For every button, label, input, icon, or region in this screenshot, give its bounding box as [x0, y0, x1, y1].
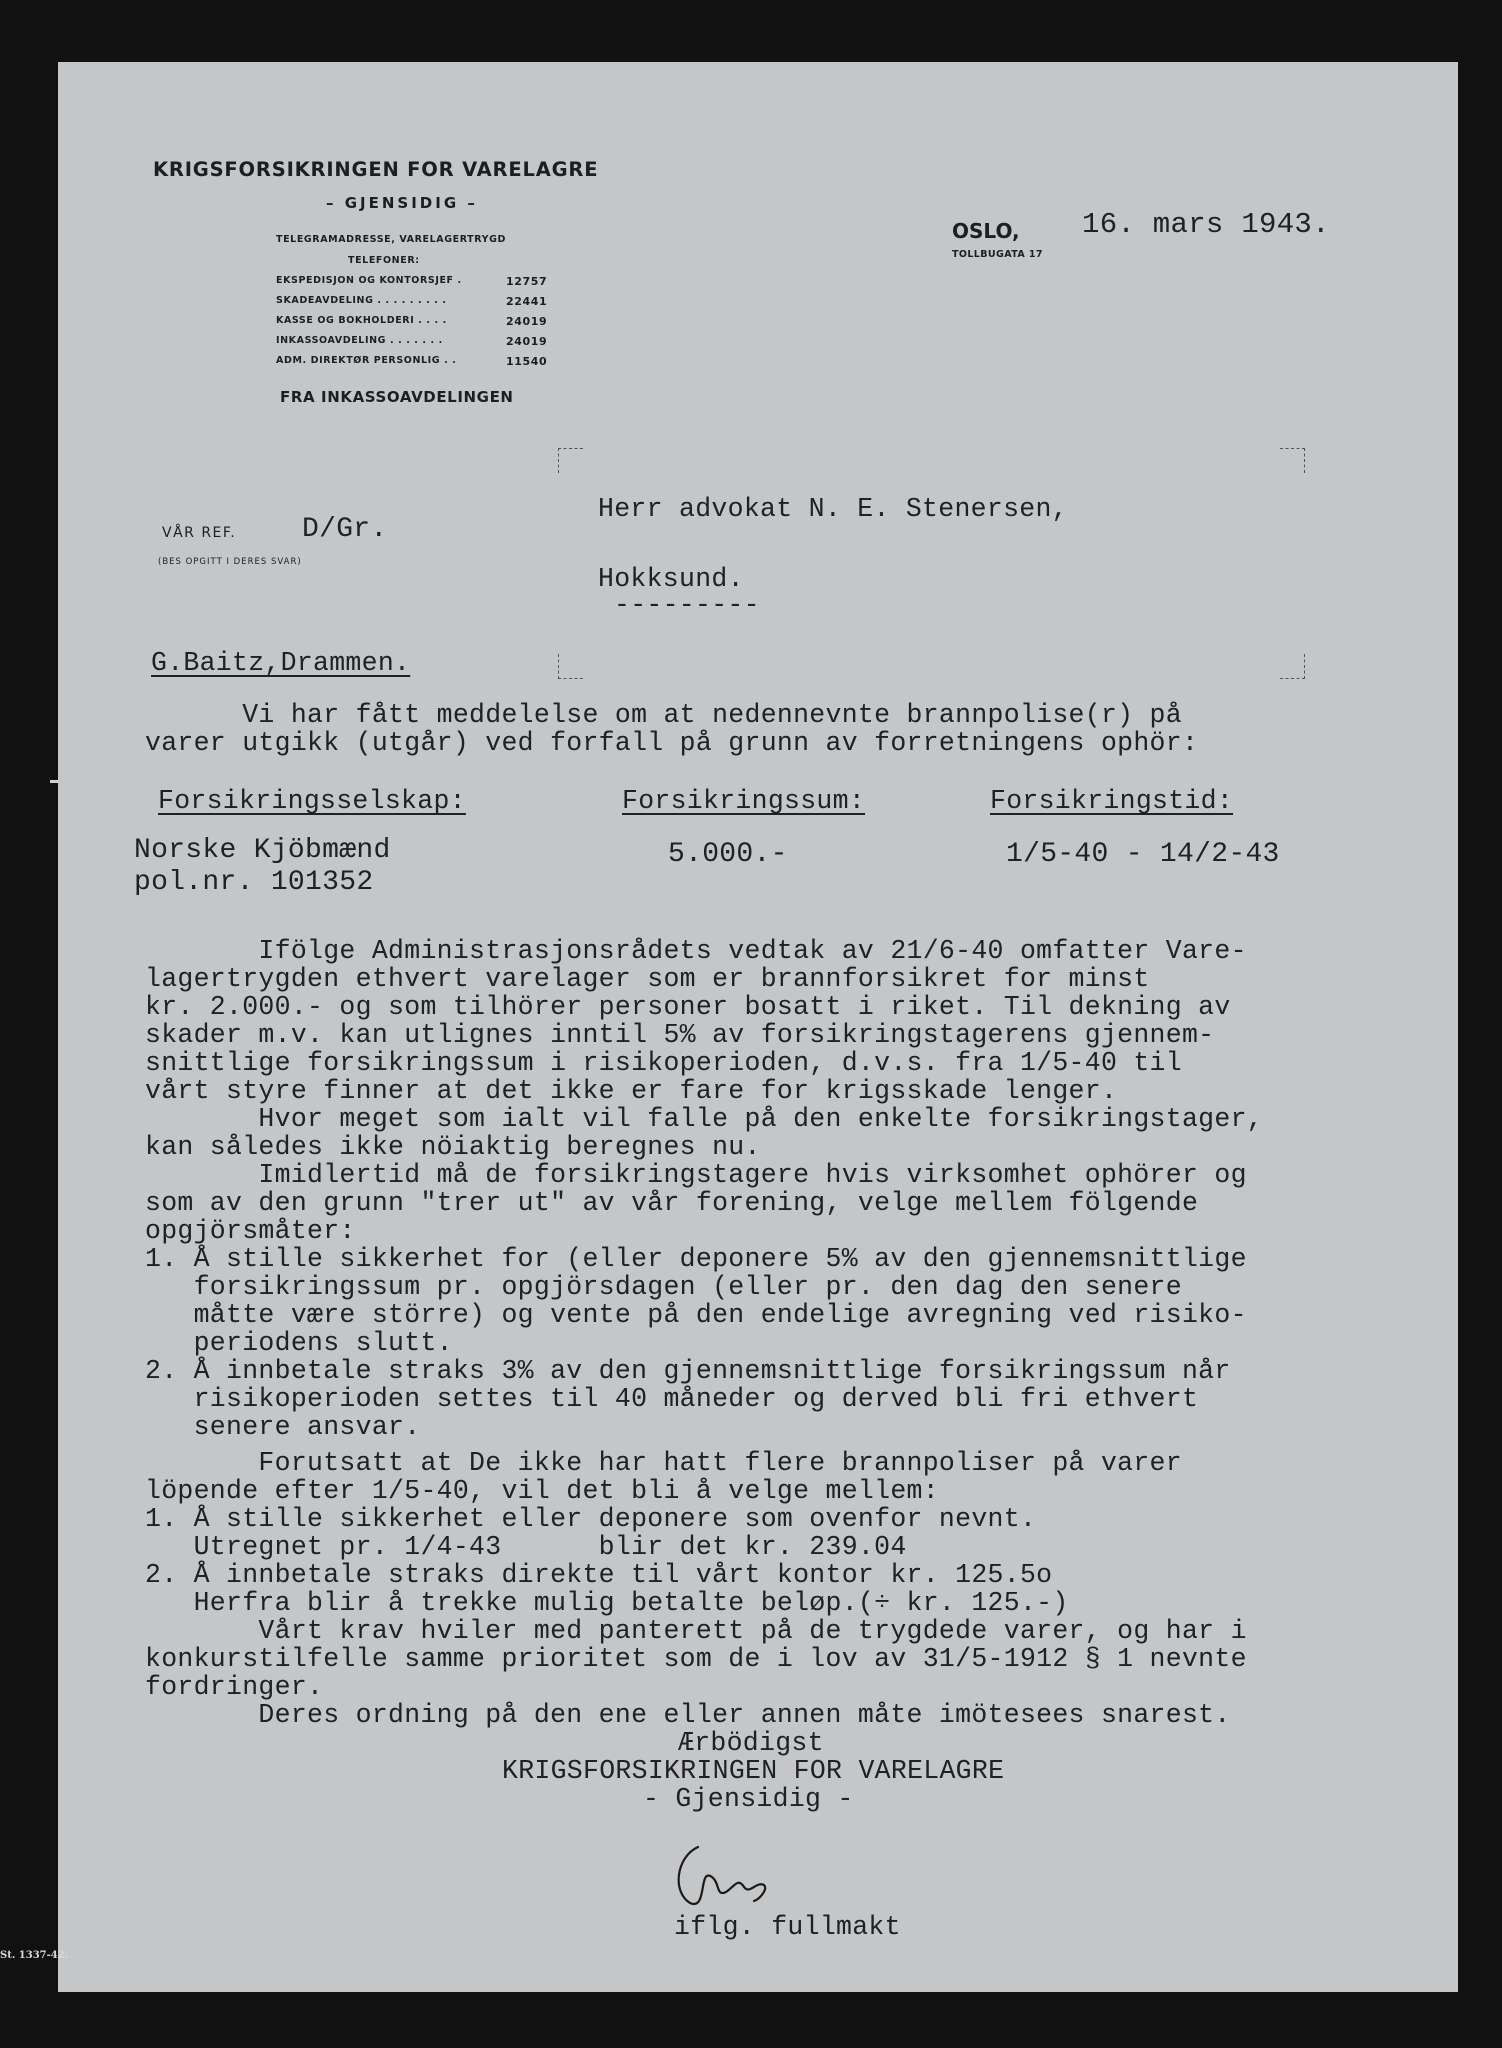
window-corner-mark: [558, 448, 583, 473]
window-corner-mark: [558, 654, 583, 679]
street-address: TOLLBUGATA 17: [952, 249, 1043, 260]
body-line: snittlige forsikringssum i risikoperioden, d.v.s. fra 1/5-40 til: [145, 1048, 1182, 1078]
policy-number: pol.nr. 101352: [134, 867, 374, 898]
department-line: FRA INKASSOAVDELINGEN: [280, 388, 514, 406]
body-line: som av den grunn "trer ut" av vår forening, velge mellem fölgende: [145, 1188, 1199, 1218]
body-line: Hvor meget som ialt vil falle på den enkelte forsikringstager,: [145, 1104, 1263, 1134]
recipient-name: Herr advokat N. E. Stenersen,: [598, 494, 1068, 524]
body-line: Ifölge Administrasjonsrådets vedtak av 21/6-40 omfatter Vare-: [145, 936, 1247, 966]
body-line: risikoperioden settes til 40 måneder og derved bli fri ethvert: [145, 1384, 1199, 1414]
phone-number: 11540: [506, 355, 548, 368]
body-line: lagertrygden ethvert varelager som er brannforsikret for minst: [145, 964, 1150, 994]
table-header-period: Forsikringstid:: [990, 786, 1234, 816]
body-line: 1. Å stille sikkerhet eller deponere som ovenfor nevnt.: [145, 1504, 1037, 1534]
phones-label: TELEFONER:: [348, 255, 420, 266]
proxy-note: iflg. fullmakt: [674, 1912, 901, 1942]
handwritten-signature: [668, 1837, 778, 1917]
company-name: KRIGSFORSIKRINGEN FOR VARELAGRE: [153, 158, 599, 181]
phone-label: KASSE OG BOKHOLDERI . . . .: [276, 315, 447, 326]
body-line: skader m.v. kan utlignes inntil 5% av forsikringstagerens gjennem-: [145, 1020, 1215, 1050]
form-code: St. 1337-42.: [0, 1950, 69, 1961]
body-line: Utregnet pr. 1/4-43 blir det kr. 239.04: [145, 1532, 907, 1562]
window-corner-mark: [1280, 654, 1305, 679]
body-line: konkurstilfelle samme prioritet som de i lov av 31/5-1912 § 1 nevnte: [145, 1644, 1247, 1674]
table-header-sum: Forsikringssum:: [622, 786, 866, 816]
insured-period: 1/5-40 - 14/2-43: [1006, 839, 1280, 870]
window-corner-mark: [1280, 448, 1305, 473]
body-line: 2. Å innbetale straks direkte til vårt kontor kr. 125.5o: [145, 1560, 1053, 1590]
phone-number: 24019: [506, 335, 548, 348]
body-line: 2. Å innbetale straks 3% av den gjennemsnittlige forsikringssum når: [145, 1356, 1231, 1386]
insured-sum: 5.000.-: [668, 839, 788, 870]
closing-subtitle: - Gjensidig -: [643, 1784, 854, 1814]
body-line: kan således ikke nöiaktig beregnes nu.: [145, 1132, 761, 1162]
phone-number: 22441: [506, 295, 548, 308]
city: OSLO,: [952, 219, 1020, 243]
telegram-address: TELEGRAMADRESSE, VARELAGERTRYGD: [276, 234, 507, 245]
body-line: Vårt krav hviler med panterett på de trygdede varer, og har i: [145, 1616, 1247, 1646]
phone-label: EKSPEDISJON OG KONTORSJEF .: [276, 275, 462, 286]
body-line: löpende efter 1/5-40, vil det bli å velge mellem:: [145, 1476, 939, 1506]
recipient-underline: ---------: [614, 590, 760, 620]
body-line: vårt styre finner at det ikke er fare for krigsskade lenger.: [145, 1076, 1118, 1106]
phone-number: 12757: [506, 275, 548, 288]
reference-note: (BES OPGITT I DERES SVAR): [158, 557, 302, 567]
body-line: forsikringssum pr. opgjörsdagen (eller pr. den dag den senere: [145, 1272, 1182, 1302]
body-line: måtte være större) og vente på den endelige avregning ved risiko-: [145, 1300, 1247, 1330]
body-line: senere ansvar.: [145, 1412, 421, 1442]
letter-page: [58, 62, 1458, 1992]
phone-number: 24019: [506, 315, 548, 328]
reference-label: VÅR REF.: [162, 525, 237, 541]
body-line: periodens slutt.: [145, 1328, 453, 1358]
closing-company: KRIGSFORSIKRINGEN FOR VARELAGRE: [502, 1756, 1005, 1786]
reference-value: D/Gr.: [302, 514, 388, 545]
body-line: kr. 2.000.- og som tilhörer personer bosatt i riket. Til dekning av: [145, 992, 1231, 1022]
body-line: Deres ordning på den ene eller annen måte imötesees snarest.: [145, 1700, 1231, 1730]
body-line: Herfra blir å trekke mulig betalte beløp.(÷ kr. 125.-): [145, 1588, 1069, 1618]
intro-line: Vi har fått meddelelse om at nedennevnte brannpolise(r) på: [145, 700, 1182, 730]
company-subtitle: – GJENSIDIG –: [326, 194, 478, 212]
table-header-company: Forsikringsselskap:: [158, 786, 466, 816]
body-line: opgjörsmåter:: [145, 1216, 356, 1246]
letter-date: 16. mars 1943.: [1082, 208, 1330, 241]
body-line: 1. Å stille sikkerhet for (eller deponere 5% av den gjennemsnittlige: [145, 1244, 1247, 1274]
subject-line: G.Baitz,Drammen.: [151, 648, 411, 678]
intro-line: varer utgikk (utgår) ved forfall på grunn av forretningens ophör:: [145, 728, 1199, 758]
body-line: Imidlertid må de forsikringstagere hvis virksomhet ophörer og: [145, 1160, 1247, 1190]
insurer-name: Norske Kjöbmænd: [134, 835, 391, 866]
phone-label: ADM. DIREKTØR PERSONLIG . .: [276, 355, 457, 366]
body-line: fordringer.: [145, 1672, 324, 1702]
closing-greeting: Ærbödigst: [678, 1728, 824, 1758]
body-line: Forutsatt at De ikke har hatt flere brannpoliser på varer: [145, 1448, 1182, 1478]
phone-label: INKASSOAVDELING . . . . . . .: [276, 335, 443, 346]
phone-label: SKADEAVDELING . . . . . . . . .: [276, 295, 447, 306]
recipient-city: Hokksund.: [598, 564, 744, 594]
